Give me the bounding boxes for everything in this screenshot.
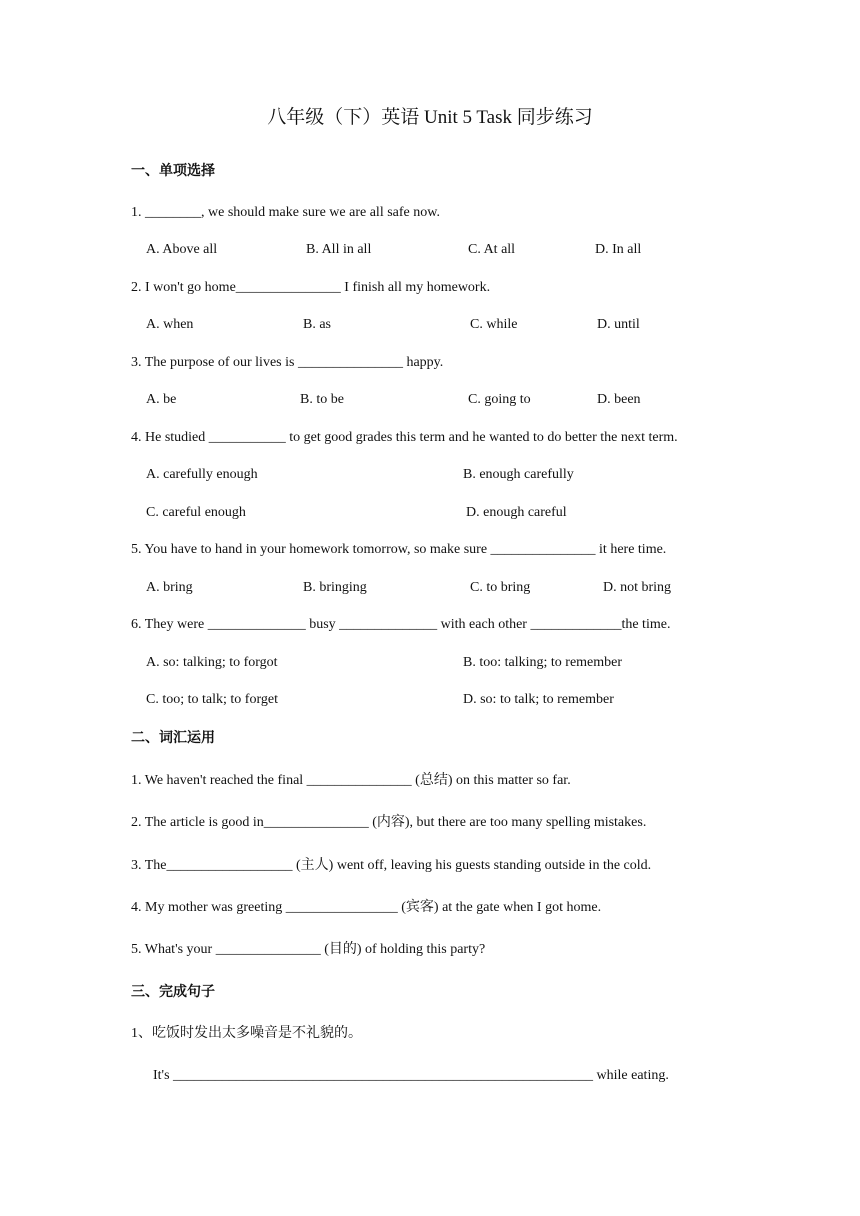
vocab-item-1: 1. We haven't reached the final _______________ (总结) on this matter so far. [131,773,571,788]
option-5d: D. not bring [603,580,672,595]
option-5c: C. to bring [470,580,531,595]
vocab-item-4: 4. My mother was greeting ________________ (宾客) at the gate when I got home. [131,900,602,915]
option-2b: B. as [303,317,331,332]
option-3d: D. been [597,392,641,407]
page-title: 八年级（下）英语 Unit 5 Task 同步练习 [267,107,593,128]
question-5: 5. You have to hand in your homework tomorrow, so make sure _______________ it here time. [131,542,667,557]
complete-item-1-english: It's ____________________________________________________________ while eating. [153,1068,669,1083]
section-heading-vocabulary: 二、词汇运用 [131,730,215,746]
option-3b: B. to be [300,392,344,407]
option-6c: C. too; to talk; to forget [146,692,278,707]
option-1c: C. At all [468,242,516,257]
question-4: 4. He studied ___________ to get good grades this term and he wanted to do better the next term. [131,430,678,445]
question-2: 2. I won't go home_______________ I finish all my homework. [131,280,491,295]
option-2c: C. while [470,317,518,332]
option-4c: C. careful enough [146,505,246,520]
option-3c: C. going to [468,392,531,407]
option-5b: B. bringing [303,580,367,595]
option-1a: A. Above all [146,242,218,257]
question-3: 3. The purpose of our lives is _______________ happy. [131,355,444,370]
option-5a: A. bring [146,580,193,595]
option-3a: A. be [146,392,177,407]
option-2d: D. until [597,317,640,332]
option-6b: B. too: talking; to remember [463,655,623,670]
vocab-item-5: 5. What's your _______________ (目的) of holding this party? [131,942,486,957]
question-1: 1. ________, we should make sure we are all safe now. [131,205,440,220]
option-1b: B. All in all [306,242,372,257]
option-4b: B. enough carefully [463,467,574,482]
vocab-item-3: 3. The__________________ (主人) went off, leaving his guests standing outside in the cold. [131,858,652,873]
vocab-item-2: 2. The article is good in_______________ (内容), but there are too many spelling mistakes. [131,815,647,830]
option-4d: D. enough careful [466,505,567,520]
section-heading-multiple-choice: 一、单项选择 [131,163,215,179]
option-2a: A. when [146,317,194,332]
complete-item-1-chinese: 1、吃饭时发出太多噪音是不礼貌的。 [131,1026,362,1041]
option-6a: A. so: talking; to forgot [146,655,278,670]
option-1d: D. In all [595,242,642,257]
question-6: 6. They were ______________ busy ______________ with each other _____________the time. [131,617,671,632]
option-6d: D. so: to talk; to remember [463,692,614,707]
option-4a: A. carefully enough [146,467,258,482]
section-heading-complete-sentences: 三、完成句子 [131,984,215,1000]
